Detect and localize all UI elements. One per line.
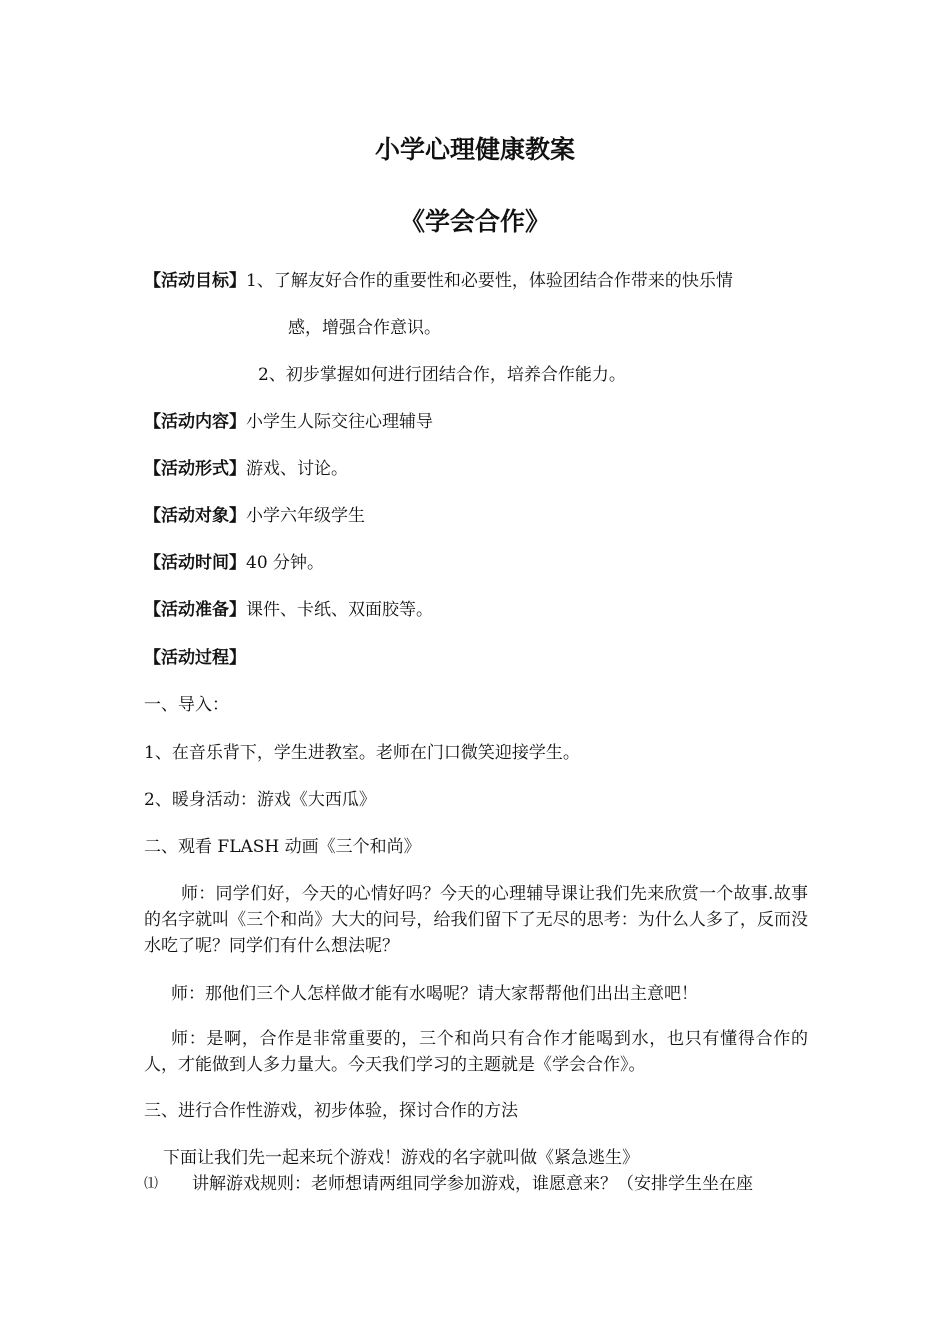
form-label: 【活动形式】 (144, 459, 246, 479)
prep-value: 课件、卡纸、双面胶等。 (246, 600, 433, 620)
prep-label: 【活动准备】 (144, 600, 246, 620)
section-3-heading: 三、进行合作性游戏，初步体验，探讨合作的方法 (144, 1101, 518, 1121)
goal-line-1 (144, 268, 733, 294)
content-label: 【活动内容】 (144, 412, 246, 432)
paragraph-3: 师：是啊，合作是非常重要的，三个和尚只有合作才能喝到水，也只有懂得合作的人，才能做到人多力量大。今天我们学习的主题就是《学会合作》。 (144, 1029, 808, 1075)
document-title: 小学心理健康教案 (374, 135, 575, 164)
form-value: 游戏、讨论。 (246, 459, 348, 479)
paragraph-4: 下面让我们先一起来玩个游戏！游戏的名字就叫做《紧急逃生》 (163, 1148, 639, 1168)
content-line (144, 409, 433, 435)
time-label: 【活动时间】 (144, 553, 246, 573)
form-line (144, 456, 348, 482)
goal-item-1-line-1: 1、了解友好合作的重要性和必要性，体验团结合作带来的快乐情 (246, 271, 733, 291)
target-value: 小学六年级学生 (246, 506, 365, 526)
paragraph-2: 师：那他们三个人怎样做才能有水喝呢？请大家帮帮他们出出主意吧！ (171, 984, 698, 1004)
list-number-1: ⑴ (144, 1176, 158, 1192)
process-line (144, 645, 246, 671)
target-line (144, 503, 365, 529)
goal-item-2: 2、初步掌握如何进行团结合作，培养合作能力。 (258, 365, 626, 385)
section-2-heading: 二、观看 FLASH 动画《三个和尚》 (144, 837, 421, 857)
section-1-item-1: 1、在音乐背下，学生进教室。老师在门口微笑迎接学生。 (144, 743, 580, 763)
target-label: 【活动对象】 (144, 506, 246, 526)
prep-line (144, 597, 433, 623)
section-1-heading: 一、导入： (144, 695, 229, 715)
document-subtitle: 《学会合作》 (399, 207, 550, 236)
paragraph-5: 讲解游戏规则：老师想请两组同学参加游戏，谁愿意来？（安排学生坐在座 (192, 1174, 753, 1194)
section-1-item-2: 2、暖身活动：游戏《大西瓜》 (144, 790, 376, 810)
content-value: 小学生人际交往心理辅导 (246, 412, 433, 432)
goal-item-1-line-2: 感，增强合作意识。 (288, 318, 441, 338)
time-value: 40 分钟。 (246, 553, 325, 573)
process-label: 【活动过程】 (144, 648, 246, 668)
paragraph-1: 师：同学们好，今天的心情好吗？今天的心理辅导课让我们先来欣赏一个故事.故事的名字就叫《三个和尚》大大的问号，给我们留下了无尽的思考：为什么人多了，反而没水吃了呢？同学们有什么想法呢？ (144, 884, 808, 956)
goal-label: 【活动目标】 (144, 271, 246, 291)
time-line (144, 550, 324, 576)
